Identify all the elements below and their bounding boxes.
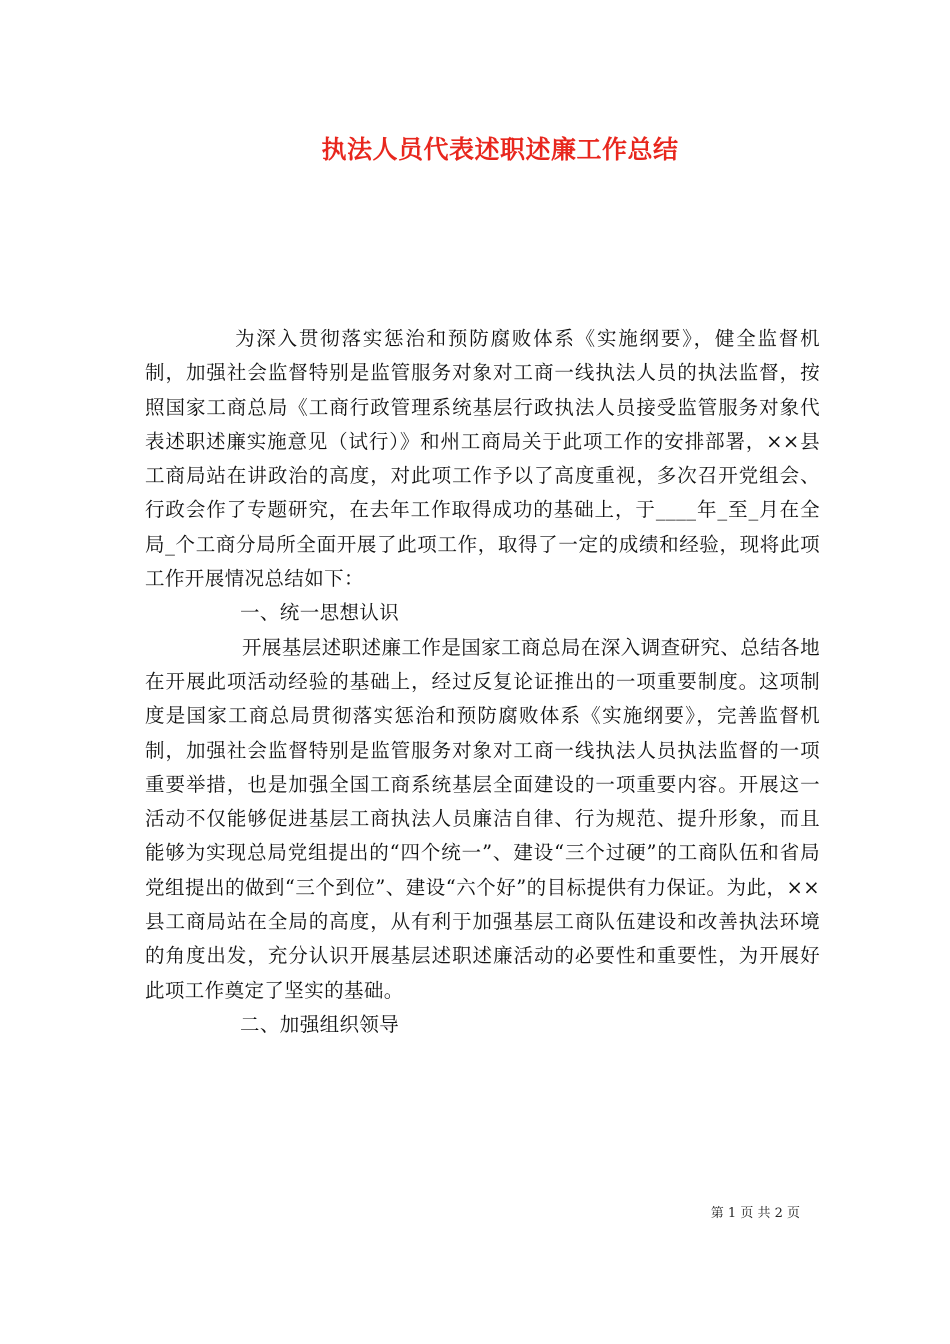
- paragraph-intro: 为深入贯彻落实惩治和预防腐败体系《实施纲要》，健全监督机制，加强社会监督特别是监管服务对象对工商一线执法人员的执法监督，按照国家工商总局《工商行政管理系统基层行政执法人员接受监管服务对象代表述职述廉实施意见（试行）》和州工商局关于此项工作的安排部署，××县工商局站在讲政治的高度，对此项工作予以了高度重视，多次召开党组会、行政会作了专题研究，在去年工作取得成功的基础上，于____年_至_月在全局_个工商分局所全面开展了此项工作，取得了一定的成绩和经验，现将此项工作开展情况总结如下：: [145, 327, 820, 591]
- paragraph-section-1: 开展基层述职述廉工作是国家工商总局在深入调查研究、总结各地在开展此项活动经验的基础上，经过反复论证推出的一项重要制度。这项制度是国家工商总局贯彻落实惩治和预防腐败体系《实施纲要》，完善监督机制，加强社会监督特别是监管服务对象对工商一线执法人员执法监督的一项重要举措，也是加强全国工商系统基层全面建设的一项重要内容。开展这一活动不仅能够促进基层工商执法人员廉洁自律、行为规范、提升形象，而且能够为实现总局党组提出的“四个统一”、建设“三个过硬”的工商队伍和省局党组提出的做到“三个到位”、建设“六个好”的目标提供有力保证。为此，××县工商局站在全局的高度，从有利于加强基层工商队伍建设和改善执法环境的角度出发，充分认识开展基层述职述廉活动的必要性和重要性，为开展好此项工作奠定了坚实的基础。: [145, 635, 820, 1002]
- document-title: 执法人员代表述职述廉工作总结: [321, 135, 679, 164]
- page-number: 第 1 页 共 2 页: [710, 1206, 800, 1221]
- document-body: [145, 322, 820, 1042]
- section-heading-1: 一、统一思想认识: [240, 601, 400, 625]
- section-heading-2: 二、加强组织领导: [240, 1012, 400, 1036]
